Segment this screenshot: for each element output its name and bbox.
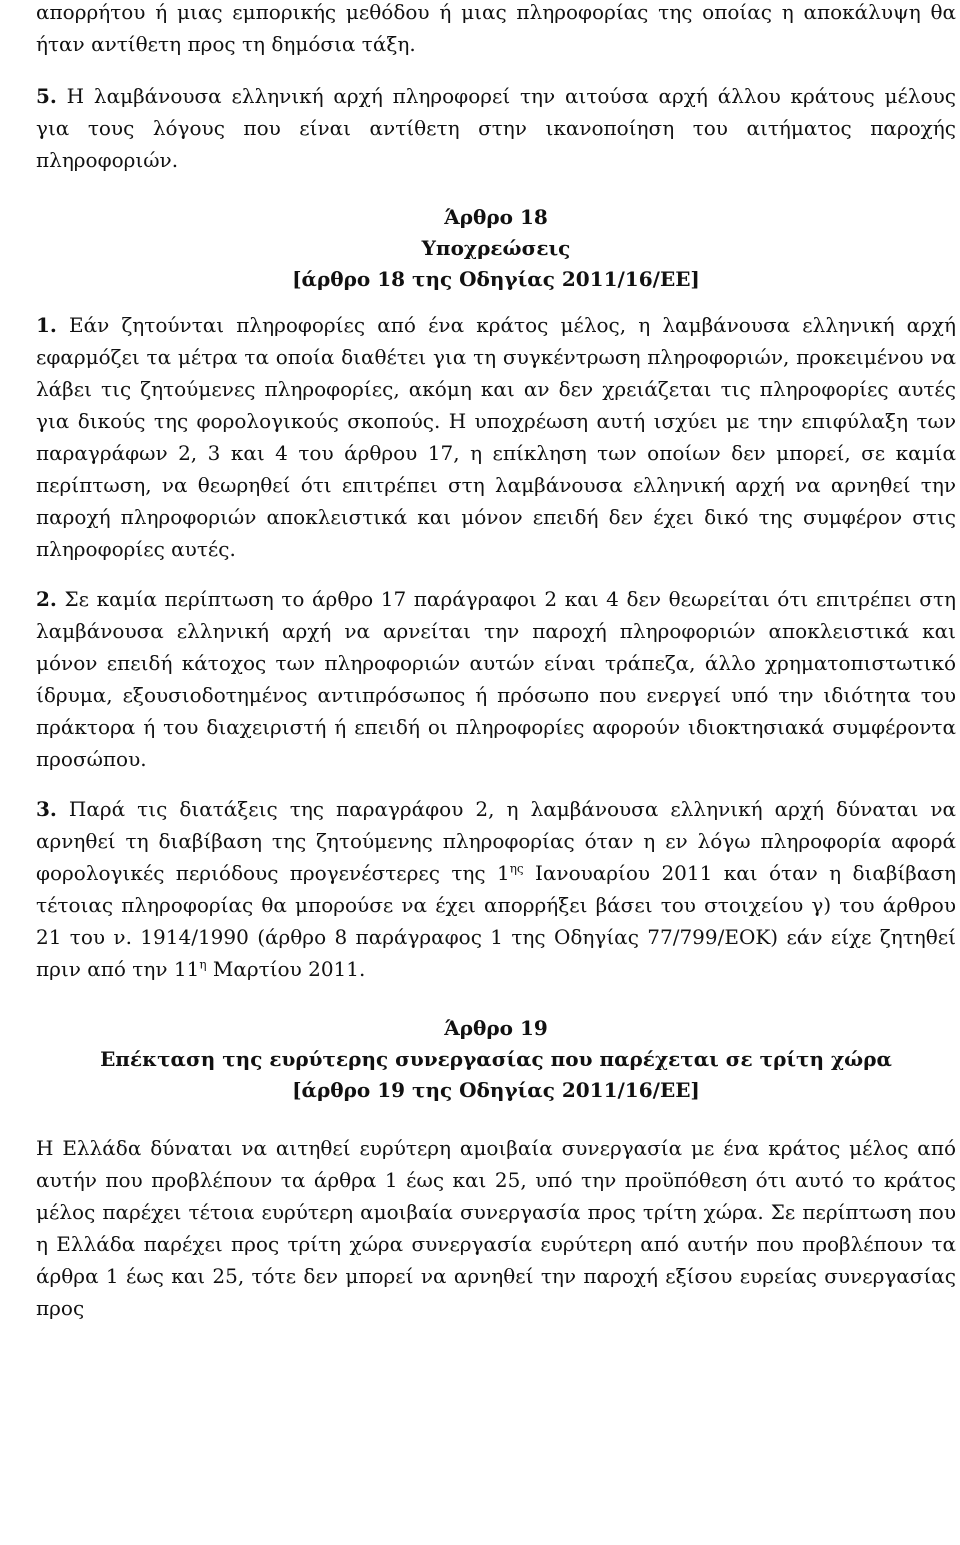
ordinal-suffix: η xyxy=(199,957,207,972)
paragraph-fragment: απορρήτου ή μιας εμπορικής μεθόδου ή μιας πληροφορίας της οποίας η αποκάλυψη θα ήταν αντίθετη προς τη δημόσια τάξη. xyxy=(36,0,956,56)
paragraph-number: 1. xyxy=(36,313,57,337)
ordinal-suffix: ης xyxy=(509,861,524,876)
article-title: Άρθρο 19 xyxy=(444,1016,548,1040)
paragraph-text: Ιανουαρίου 2011 και όταν η διαβίβαση τέτοιας πληροφορίας θα μπορούσε να έχει απορρήξει βάσει του στοιχείου γ) του άρθρου 21 του ν. 1914/1990 (άρθρο 8 παράγραφος 1 της Οδηγίας 77/799/ΕΟΚ) εάν είχε ζητηθεί πριν από την 11 xyxy=(36,861,956,981)
paragraph-number: 5. xyxy=(36,84,57,108)
article-18-heading xyxy=(36,202,956,295)
article-18-paragraph-2 xyxy=(36,583,956,775)
article-19-heading xyxy=(36,1013,956,1106)
paragraph-5 xyxy=(36,80,956,176)
article-18-paragraph-1 xyxy=(36,309,956,565)
article-18-paragraph-3 xyxy=(36,793,956,985)
paragraph-text: Παρά τις διατάξεις της παραγράφου 2, η λαμβάνουσα ελληνική αρχή δύναται να αρνηθεί τη διαβίβαση της ζητούμενης πληροφορίας όταν η εν λόγω πληροφορία αφορά φορολογικές περιόδους προγενέστερες της 1 xyxy=(36,797,956,885)
paragraph-text: Μαρτίου 2011. xyxy=(206,957,366,981)
article-reference: [άρθρο 19 της Οδηγίας 2011/16/ΕΕ] xyxy=(292,1078,700,1102)
article-19-paragraph: Η Ελλάδα δύναται να αιτηθεί ευρύτερη αμοιβαία συνεργασία με ένα κράτος μέλος από αυτήν που προβλέπουν τα άρθρα 1 έως και 25, υπό την προϋπόθεση ότι αυτό το κράτος μέλος παρέχει τέτοια ευρύτερη αμοιβαία συνεργασία προς τρίτη χώρα. Σε περίπτωση που η Ελλάδα παρέχει προς τρίτη χώρα συνεργασία ευρύτερη από αυτήν που προβλέπουν τα άρθρα 1 έως και 25, τότε δεν μπορεί να αρνηθεί την παροχή εξίσου ευρείας συνεργασίας προς xyxy=(36,1136,956,1320)
paragraph-text: Η λαμβάνουσα ελληνική αρχή πληροφορεί την αιτούσα αρχή άλλου κράτους μέλους για τους λόγους που είναι αντίθετη στην ικανοποίηση του αιτήματος παροχής πληροφοριών. xyxy=(36,84,956,172)
paragraph-number: 2. xyxy=(36,587,57,611)
article-subtitle: Υποχρεώσεις xyxy=(421,236,571,260)
article-subtitle: Επέκταση της ευρύτερης συνεργασίας που παρέχεται σε τρίτη χώρα xyxy=(100,1047,892,1071)
paragraph-number: 3. xyxy=(36,797,57,821)
article-reference: [άρθρο 18 της Οδηγίας 2011/16/ΕΕ] xyxy=(292,267,700,291)
article-title: Άρθρο 18 xyxy=(444,205,548,229)
paragraph-text: Εάν ζητούνται πληροφορίες από ένα κράτος μέλος, η λαμβάνουσα ελληνική αρχή εφαρμόζει τα μέτρα τα οποία διαθέτει για τη συγκέντρωση πληροφοριών, προκειμένου να λάβει τις ζητούμενες πληροφορίες, ακόμη και αν δεν χρειάζεται τις πληροφορίες αυτές για δικούς της φορολογικούς σκοπούς. Η υποχρέωση αυτή ισχύει με την επιφύλαξη των παραγράφων 2, 3 και 4 του άρθρου 17, η επίκληση των οποίων δεν μπορεί, σε καμία περίπτωση, να θεωρηθεί ότι επιτρέπει στη λαμβάνουσα ελληνική αρχή να αρνηθεί την παροχή πληροφοριών αποκλειστικά και μόνον επειδή δεν έχει δικό της συμφέρον στις πληροφορίες αυτές. xyxy=(36,313,956,561)
paragraph-text: Σε καμία περίπτωση το άρθρο 17 παράγραφοι 2 και 4 δεν θεωρείται ότι επιτρέπει στη λαμβάνουσα ελληνική αρχή να αρνείται την παροχή πληροφοριών αποκλειστικά και μόνον επειδή κάτοχος των πληροφοριών αυτών είναι τράπεζα, άλλο χρηματοπιστωτικό ίδρυμα, εξουσιοδοτημένος αντιπρόσωπος ή πρόσωπο που ενεργεί υπό την ιδιότητα του πράκτορα ή του διαχειριστή ή επειδή οι πληροφορίες αφορούν ιδιοκτησιακά συμφέροντα προσώπου. xyxy=(36,587,956,771)
